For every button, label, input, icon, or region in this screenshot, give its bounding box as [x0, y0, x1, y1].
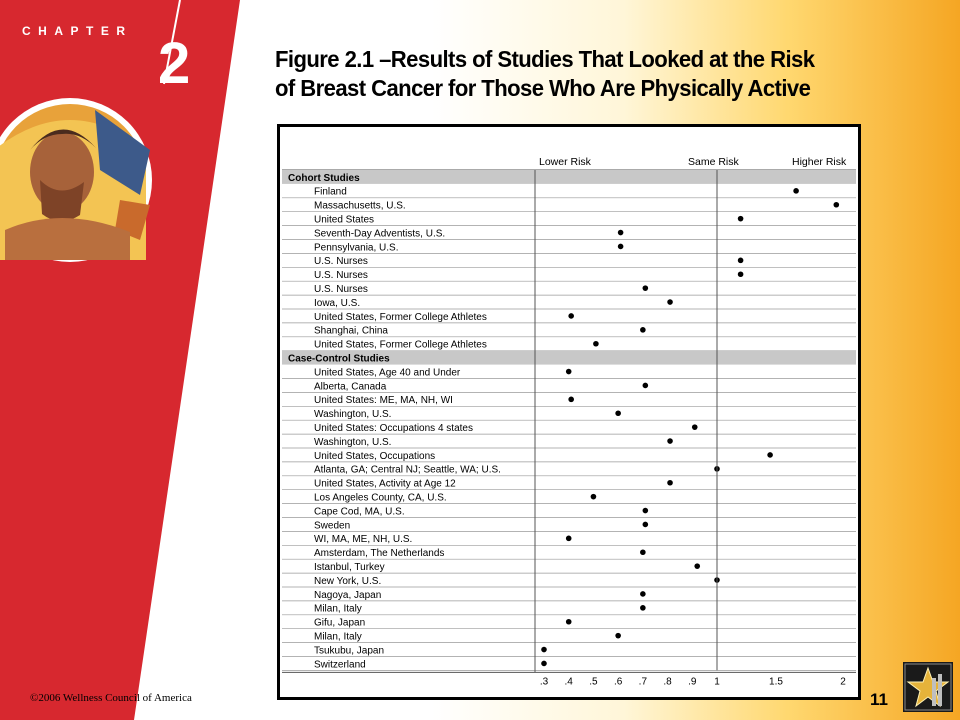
group-header-label: Cohort Studies	[288, 172, 360, 184]
figure-title-line-1: Figure 2.1 –Results of Studies That Looked at the Risk	[275, 46, 815, 72]
forest-plot	[280, 127, 858, 697]
study-point	[591, 494, 597, 500]
study-point	[640, 549, 646, 555]
study-point	[738, 258, 744, 264]
study-point	[643, 522, 649, 528]
study-label: Gifu, Japan	[314, 617, 366, 629]
study-label: Washington, U.S.	[314, 436, 392, 448]
study-label: U.S. Nurses	[314, 270, 368, 282]
study-point	[793, 188, 799, 194]
study-point	[640, 591, 646, 597]
study-label: Los Angeles County, CA, U.S.	[314, 492, 447, 504]
study-point	[640, 327, 646, 333]
study-point	[643, 285, 649, 291]
study-label: Amsterdam, The Netherlands	[314, 548, 445, 560]
study-point	[568, 313, 574, 319]
chapter-number: 2	[158, 31, 191, 96]
study-label: United States, Age 40 and Under	[314, 367, 461, 379]
study-label: United States, Occupations	[314, 450, 436, 462]
study-point	[615, 410, 621, 416]
study-point	[566, 536, 572, 542]
study-label: Alberta, Canada	[314, 381, 387, 393]
study-point	[738, 271, 744, 277]
study-point	[738, 216, 744, 222]
study-label: Switzerland	[314, 659, 366, 671]
study-label: United States: Occupations 4 states	[314, 423, 473, 434]
study-point	[643, 508, 649, 514]
study-label: Istanbul, Turkey	[314, 562, 385, 573]
study-label: Pennsylvania, U.S.	[314, 242, 399, 254]
chapter-sidebar	[0, 0, 260, 720]
study-point	[640, 605, 646, 611]
study-point	[694, 563, 700, 569]
chapter-label: CHAPTER	[22, 24, 133, 38]
figure-title-line-2: of Breast Cancer for Those Who Are Physically Active	[275, 75, 811, 101]
copyright-notice: ©2006 Wellness Council of America	[30, 692, 192, 704]
study-label: United States	[314, 214, 375, 226]
x-tick-label: 1.5	[769, 676, 783, 688]
study-label: Tsukubu, Japan	[314, 645, 385, 657]
study-point	[667, 438, 673, 444]
x-tick-label: .6	[613, 676, 623, 688]
study-label: Cape Cod, MA, U.S.	[314, 506, 405, 518]
study-point	[541, 661, 547, 667]
study-label: WI, MA, ME, NH, U.S.	[314, 534, 413, 546]
x-tick-label: .4	[564, 676, 573, 688]
x-tick-label: 1	[714, 676, 720, 688]
group-header-band	[282, 170, 856, 184]
study-point	[643, 383, 649, 389]
page-number: 11	[870, 690, 888, 709]
study-label: U.S. Nurses	[314, 256, 368, 268]
study-label: Iowa, U.S.	[314, 297, 361, 309]
study-label: Nagoya, Japan	[314, 589, 382, 601]
study-point	[667, 480, 673, 486]
x-tick-label: .7	[638, 676, 648, 688]
study-point	[618, 230, 624, 236]
study-label: Atlanta, GA; Central NJ; Seattle, WA; U.S.	[314, 464, 501, 476]
x-tick-label: .3	[539, 676, 549, 688]
x-tick-label: .5	[589, 676, 598, 688]
study-label: Seventh-Day Adventists, U.S.	[314, 228, 446, 240]
study-label: United States, Former College Athletes	[314, 339, 487, 351]
study-point	[566, 369, 572, 375]
wellness-star-logo-icon	[903, 662, 953, 712]
study-label: Massachusetts, U.S.	[314, 200, 406, 212]
study-point	[692, 424, 698, 430]
study-point	[593, 341, 599, 347]
study-label: United States, Activity at Age 12	[314, 478, 456, 490]
figure-title	[275, 45, 889, 103]
lower-risk-label: Lower Risk	[539, 156, 591, 168]
study-label: Finland	[314, 186, 347, 198]
same-risk-label: Same Risk	[688, 156, 739, 168]
study-point	[615, 633, 621, 639]
study-label: United States, Former College Athletes	[314, 311, 487, 323]
x-tick-label: 2	[840, 676, 846, 688]
study-point	[618, 244, 624, 250]
forest-plot-frame	[277, 124, 861, 700]
study-label: Sweden	[314, 520, 351, 532]
x-tick-label: .9	[688, 676, 697, 688]
study-point	[566, 619, 572, 625]
study-point	[667, 299, 673, 305]
study-label: Milan, Italy	[314, 603, 362, 615]
study-label: United States: ME, MA, NH, WI	[314, 395, 453, 407]
study-point	[568, 397, 574, 403]
study-label: U.S. Nurses	[314, 284, 368, 295]
study-point	[541, 647, 547, 653]
x-tick-label: .8	[663, 676, 672, 688]
study-point	[767, 452, 773, 458]
study-label: New York, U.S.	[314, 575, 382, 587]
study-label: Washington, U.S.	[314, 409, 392, 421]
group-header-label: Case-Control Studies	[288, 353, 390, 365]
study-label: Shanghai, China	[314, 325, 388, 337]
study-label: Milan, Italy	[314, 631, 362, 643]
study-point	[834, 202, 840, 208]
higher-risk-label: Higher Risk	[792, 156, 847, 168]
